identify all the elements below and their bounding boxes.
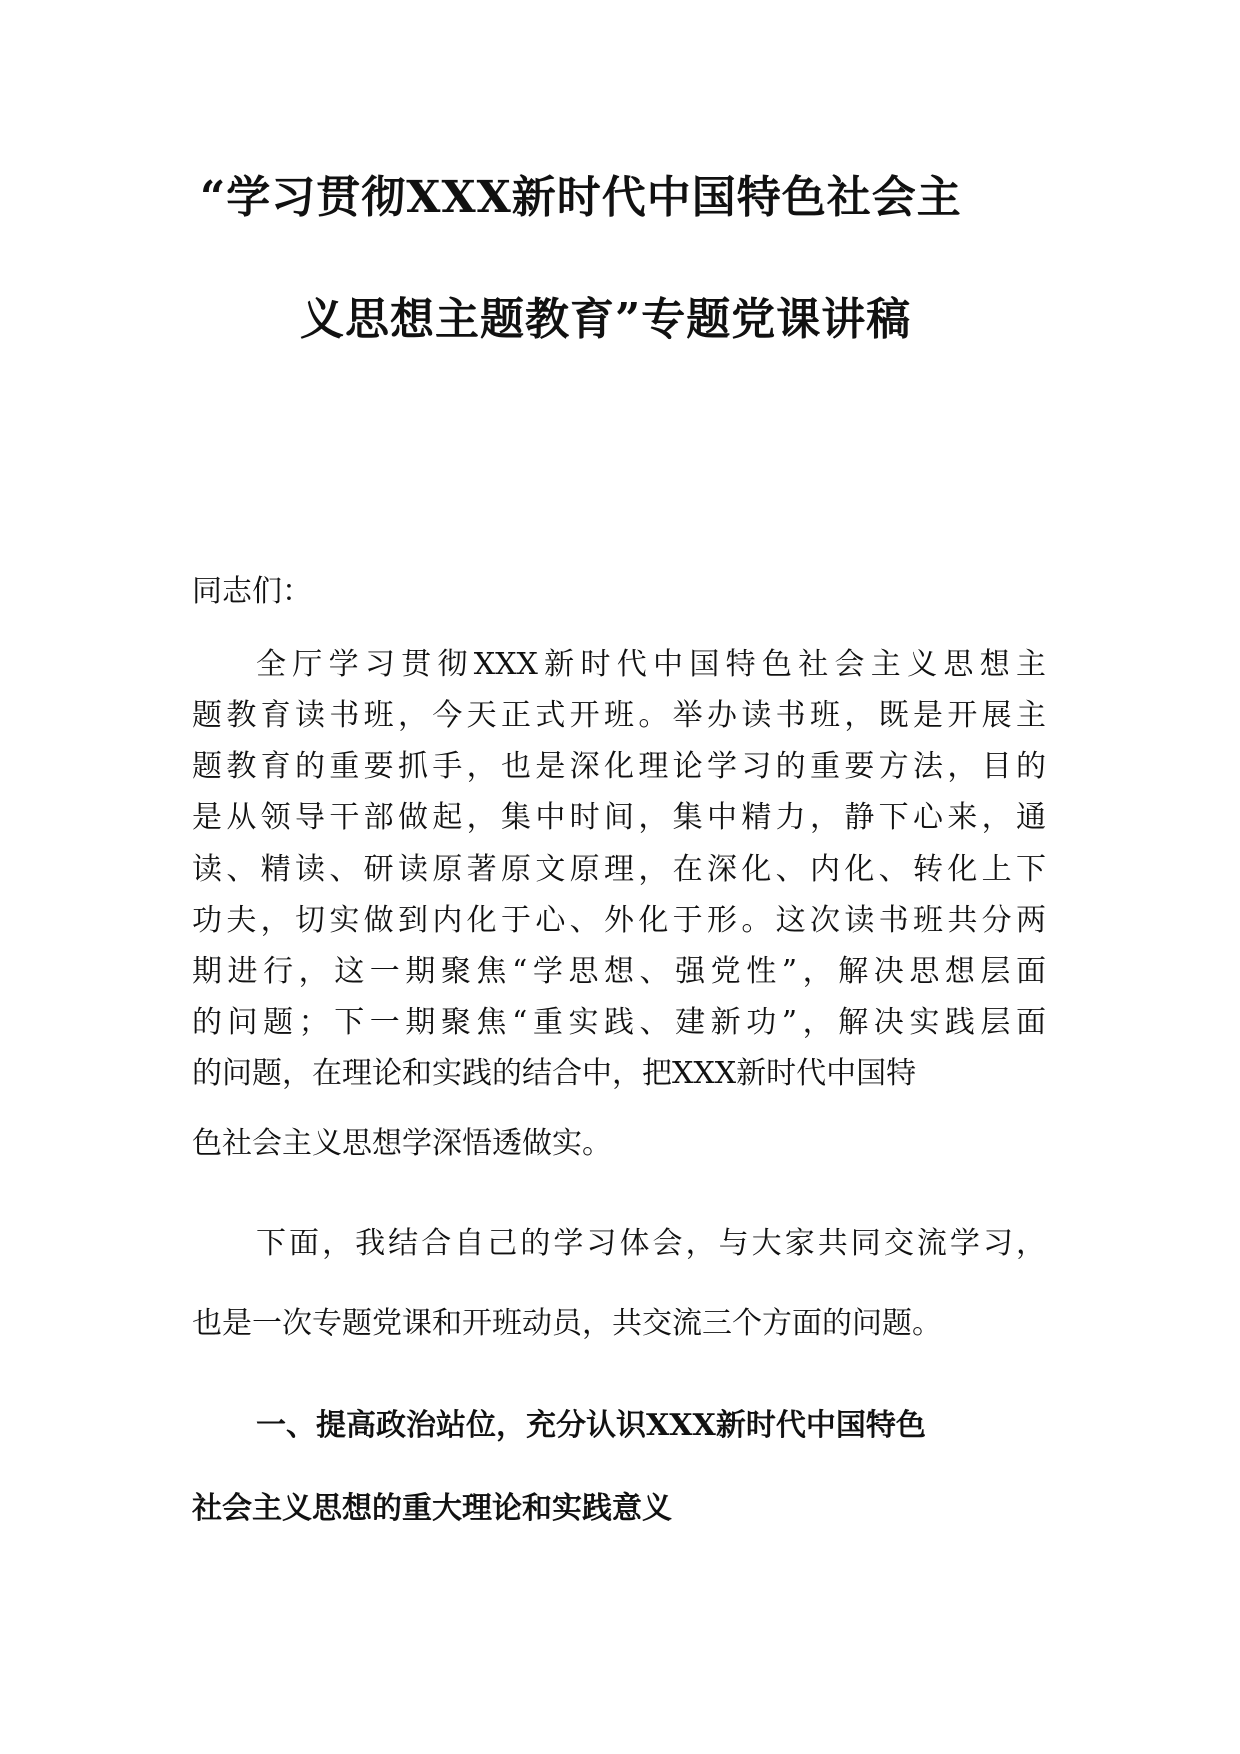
document-title-line-1: “学习贯彻XXX新时代中国特色社会主: [200, 172, 962, 223]
paragraph-1-line: 题教育的重要抓手，也是深化理论学习的重要方法，目的: [192, 749, 1046, 784]
salutation: 同志们：: [192, 574, 312, 609]
paragraph-2-line: 也是一次专题党课和开班动员，共交流三个方面的问题。: [192, 1306, 942, 1341]
paragraph-1-line: 全厅学习贯彻XXX新时代中国特色社会主义思想主: [256, 647, 1046, 682]
paragraph-1-line: 读、精读、研读原著原文原理，在深化、内化、转化上下: [192, 852, 1046, 887]
paragraph-1-line: 功夫，切实做到内化于心、外化于形。这次读书班共分两: [192, 903, 1046, 938]
paragraph-1-line: 期进行，这一期聚焦“学思想、强党性”，解决思想层面: [192, 954, 1046, 989]
document-title-line-2: 义思想主题教育”专题党课讲稿: [300, 294, 912, 345]
paragraph-1-line: 的问题；下一期聚焦“重实践、建新功”，解决实践层面: [192, 1005, 1046, 1040]
section-1-heading-line-1: 一、提高政治站位，充分认识XXX新时代中国特色: [256, 1408, 926, 1443]
paragraph-1-line: 的问题，在理论和实践的结合中，把XXX新时代中国特: [192, 1056, 917, 1091]
section-1-heading-line-2: 社会主义思想的重大理论和实践意义: [192, 1491, 672, 1526]
paragraph-1-line: 色社会主义思想学深悟透做实。: [192, 1126, 612, 1161]
paragraph-1-line: 题教育读书班，今天正式开班。举办读书班，既是开展主: [192, 698, 1046, 733]
paragraph-1-line: 是从领导干部做起，集中时间，集中精力，静下心来，通: [192, 800, 1046, 835]
paragraph-2-line: 下面，我结合自己的学习体会，与大家共同交流学习，: [256, 1226, 1046, 1261]
